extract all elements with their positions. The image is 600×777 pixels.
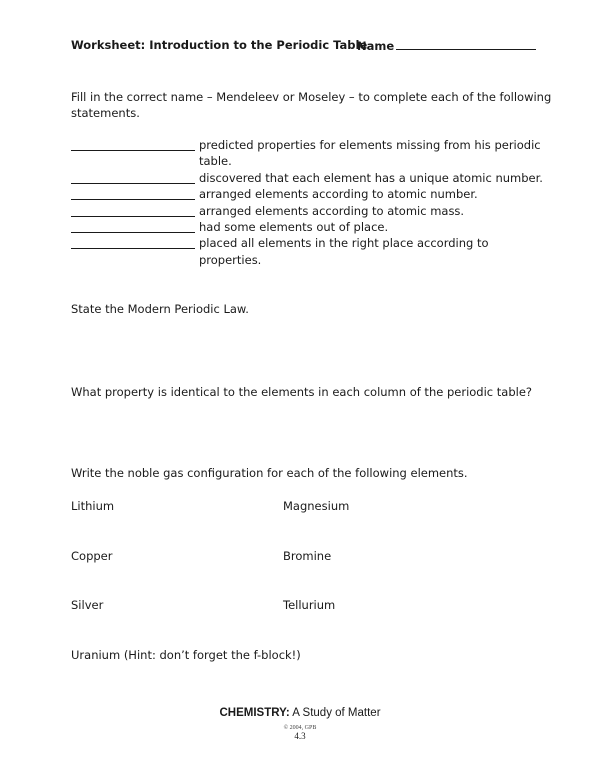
- footer-brand-bold: CHEMISTRY:: [219, 707, 290, 719]
- element-magnesium: Magnesium: [283, 499, 350, 513]
- section1-instructions-line1: Fill in the correct name – Mendeleev or Moseley – to complete each of the following: [71, 90, 552, 104]
- statement-6-text: placed all elements in the right place according to: [199, 236, 489, 250]
- statement-1-text: predicted properties for elements missing from his periodic: [199, 138, 541, 152]
- statement-3-blank[interactable]: [71, 187, 195, 200]
- modern-periodic-law-question: State the Modern Periodic Law.: [71, 302, 249, 316]
- statement-5-blank[interactable]: [71, 220, 195, 233]
- statement-4-text: arranged elements according to atomic mass.: [199, 204, 465, 218]
- element-lithium: Lithium: [71, 499, 115, 513]
- statement-6-text-cont: properties.: [199, 253, 262, 267]
- statement-1-blank[interactable]: [71, 138, 195, 151]
- name-field[interactable]: [357, 37, 536, 55]
- name-blank-line[interactable]: [396, 37, 536, 50]
- noble-gas-instructions: Write the noble gas configuration for each of the following elements.: [71, 466, 468, 480]
- statement-3-text: arranged elements according to atomic number.: [199, 187, 478, 201]
- statement-4-blank[interactable]: [71, 204, 195, 217]
- column-property-question: What property is identical to the elements in each column of the periodic table?: [71, 385, 532, 399]
- footer-copyright: © 2004, GPB: [283, 725, 317, 731]
- footer-page-number: 4.3: [294, 731, 306, 741]
- statement-6-blank[interactable]: [71, 236, 195, 249]
- element-bromine: Bromine: [283, 549, 332, 563]
- statement-2-text: discovered that each element has a unique atomic number.: [199, 171, 543, 185]
- statement-5-text: had some elements out of place.: [199, 220, 389, 234]
- footer-brand-rest: A Study of Matter: [289, 707, 381, 719]
- statement-2-blank[interactable]: [71, 171, 195, 184]
- element-uranium: Uranium (Hint: don’t forget the f-block!): [71, 648, 301, 662]
- worksheet-title: [71, 37, 367, 54]
- name-label: Name: [357, 39, 395, 53]
- element-silver: Silver: [71, 598, 104, 612]
- statement-1-text-cont: table.: [199, 154, 232, 168]
- section1-instructions-line2: statements.: [71, 106, 140, 120]
- element-copper: Copper: [71, 549, 113, 563]
- title-text: Worksheet: Introduction to the Periodic Table: [71, 38, 368, 52]
- element-tellurium: Tellurium: [283, 598, 336, 612]
